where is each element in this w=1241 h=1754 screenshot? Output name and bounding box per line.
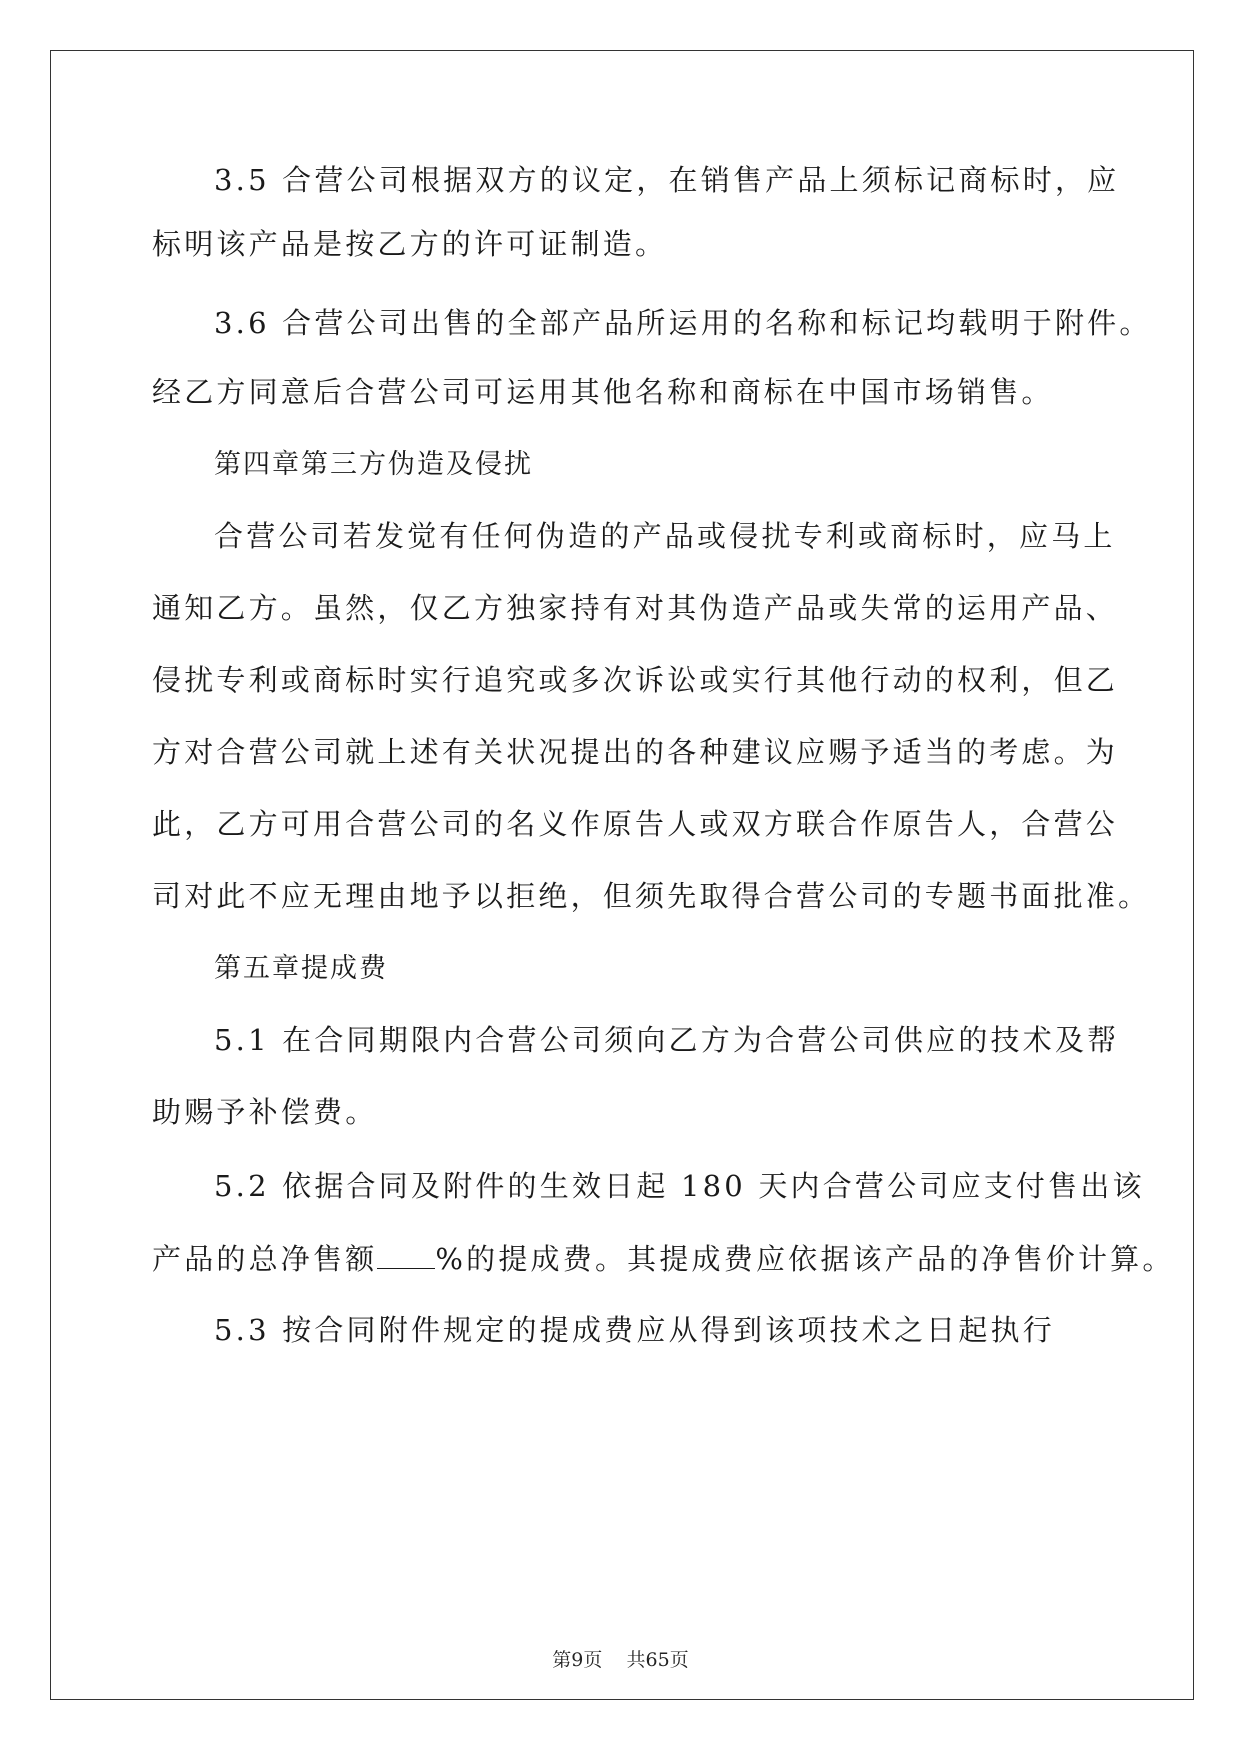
paragraph-line: 5.3 按合同附件规定的提成费应从得到该项技术之日起执行: [214, 1313, 1055, 1347]
paragraph-line: 此，乙方可用合营公司的名义作原告人或双方联合作原告人，合营公: [152, 807, 1119, 841]
chapter-heading: 第五章提成费: [214, 953, 388, 984]
fill-in-blank: [377, 1244, 435, 1269]
page-border: [50, 50, 1194, 1700]
paragraph-line: 合营公司若发觉有任何伪造的产品或侵扰专利或商标时，应马上: [214, 519, 1116, 553]
paragraph-line: 5.2 依据合同及附件的生效日起 180 天内合营公司应支付售出该: [214, 1169, 1145, 1203]
paragraph-line: 司对此不应无理由地予以拒绝，但须先取得合营公司的专题书面批准。: [152, 879, 1151, 913]
paragraph-line: 助赐予补偿费。: [152, 1095, 378, 1129]
page-label-suffix: 页: [583, 1649, 603, 1671]
paragraph-line: 通知乙方。虽然，仅乙方独家持有对其伪造产品或失常的运用产品、: [152, 591, 1119, 625]
text-segment: 产品的总净售额: [152, 1242, 378, 1276]
paragraph-line: 3.6 合营公司出售的全部产品所运用的名称和标记均载明于附件。: [214, 306, 1152, 340]
paragraph-line: 3.5 合营公司根据双方的议定，在销售产品上须标记商标时，应: [214, 163, 1120, 197]
text-segment: %的提成费。其提成费应依据该产品的净售价计算。: [435, 1242, 1175, 1276]
page-label-prefix: 第: [552, 1649, 572, 1671]
paragraph-line: 5.1 在合同期限内合营公司须向乙方为合营公司供应的技术及帮: [214, 1023, 1120, 1057]
chapter-heading: 第四章第三方伪造及侵扰: [214, 449, 533, 480]
paragraph-line: 经乙方同意后合营公司可运用其他名称和商标在中国市场销售。: [152, 375, 1054, 409]
total-pages: 65: [645, 1649, 670, 1671]
page-number: 9: [571, 1649, 584, 1671]
total-suffix: 页: [669, 1649, 689, 1671]
paragraph-line: 侵扰专利或商标时实行追究或多次诉讼或实行其他行动的权利，但乙: [152, 663, 1119, 697]
paragraph-line: 方对合营公司就上述有关状况提出的各种建议应赐予适当的考虑。为: [152, 735, 1119, 769]
paragraph-line: [152, 1239, 1175, 1279]
page-footer: [0, 1645, 1241, 1672]
paragraph-line: 标明该产品是按乙方的许可证制造。: [152, 227, 668, 261]
total-prefix: 共: [626, 1649, 646, 1671]
